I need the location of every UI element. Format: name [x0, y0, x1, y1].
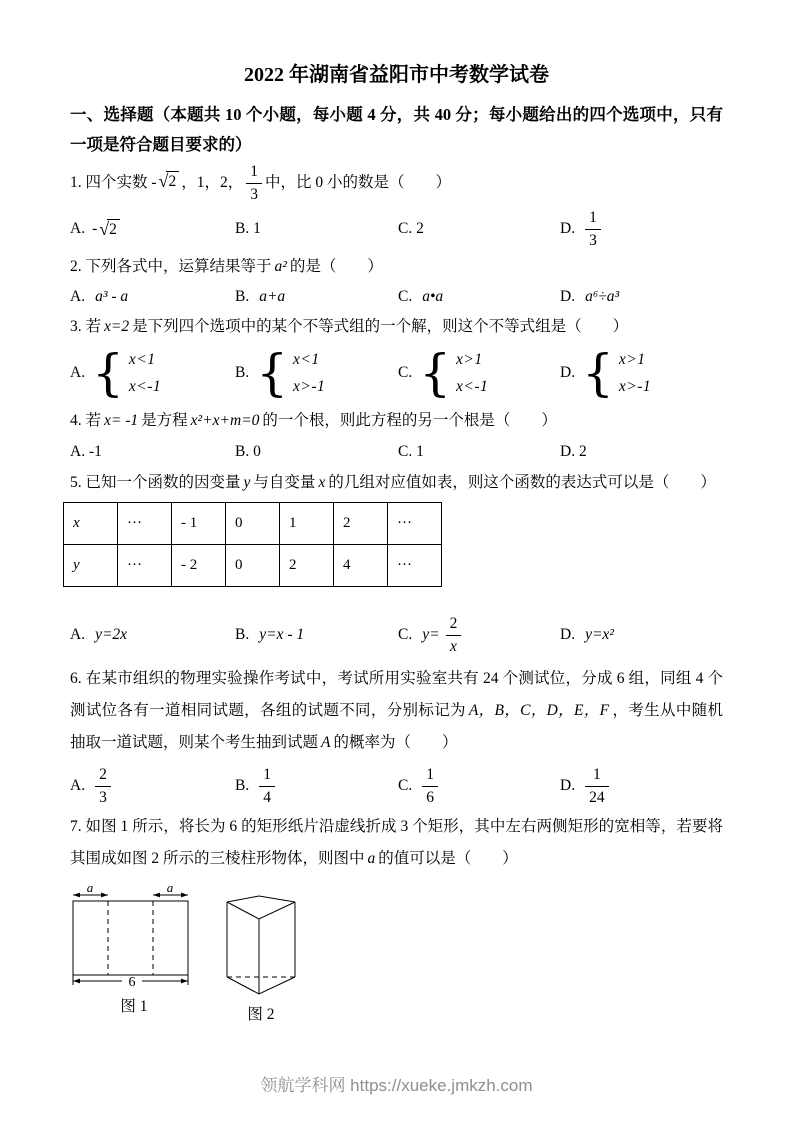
inequality-bottom: x>-1 — [618, 378, 652, 395]
fraction-denominator: 4 — [263, 788, 271, 806]
page-title: 2022 年湖南省益阳市中考数学试卷 — [244, 64, 549, 86]
q5-text-post: 的几组对应值如表，则这个函数的表达式可以是（ ） — [328, 474, 716, 491]
inequality-top: x>1 — [456, 351, 483, 368]
q5-option-a — [70, 626, 235, 644]
question-6-stem — [70, 663, 723, 759]
inequality-top: x>1 — [618, 351, 646, 368]
table-cell: ··· — [388, 503, 442, 545]
q1-text-pre: 四个实数 - — [85, 174, 157, 191]
q3-option-c — [398, 346, 560, 400]
q4-option-d — [560, 443, 723, 461]
table-cell: x — [64, 503, 118, 545]
math-expression: y= — [422, 626, 440, 643]
q4-option-b — [235, 443, 398, 461]
q3-option-a — [70, 346, 235, 400]
inequality-system — [92, 346, 164, 400]
table-cell: y — [64, 545, 118, 587]
q5-option-b — [235, 626, 398, 644]
math-expression: A，B，C，D，E，F — [468, 702, 610, 719]
option-label: C. — [398, 777, 413, 794]
question-7-figures — [70, 883, 723, 1024]
figure-2-caption: 图 2 — [247, 1006, 275, 1023]
option-text: D. 2 — [560, 443, 587, 460]
fraction-numerator: 2 — [446, 615, 462, 636]
fraction-numerator: 1 — [246, 163, 262, 184]
q6-text-pre: 在某市组织的物理实验操作考试中，考试所用实验室共有 24 个测试位，分成 6 组，同组 4 个测试位各有一道相同试题，各组的试题不同，分别标记为 — [70, 670, 723, 719]
option-label: C. — [398, 288, 413, 305]
prism-top-back-edges — [227, 896, 295, 902]
math-expression: a⁶÷a³ — [585, 288, 620, 305]
brace-symbol: { — [419, 344, 452, 402]
option-label: D. — [560, 220, 576, 237]
q6-option-d — [560, 766, 723, 807]
q5-number: 5. — [70, 474, 82, 491]
q5-text-mid: 与自变量 — [253, 474, 316, 491]
fraction-numerator: 1 — [259, 766, 275, 787]
radical-sign: √ — [99, 219, 110, 239]
q1-option-a — [70, 219, 235, 239]
section-heading: 一、选择题（本题共 10 个小题，每小题 4 分，共 40 分；每小题给出的四个选项中，只有一项是符合题目要求的） — [70, 105, 723, 154]
inequality-system — [419, 346, 491, 400]
option-label: C. — [398, 364, 413, 381]
math-expression: a — [367, 850, 376, 867]
footer-watermark: 领航学科网 https://xueke.jmkzh.com — [260, 1076, 533, 1095]
q7-number: 7. — [70, 818, 82, 835]
q7-text-pre: 如图 1 所示，将长为 6 的矩形纸片沿虚线折成 3 个矩形，其中左右两侧矩形的宽相等，若要将其围成如图 2 所示的三棱柱形物体，则图中 — [70, 818, 723, 867]
q2-text-pre: 下列各式中，运算结果等于 — [85, 258, 272, 275]
q3-text-post: 是下列四个选项中的某个不等式组的一个解，则这个不等式组是（ ） — [132, 318, 629, 335]
q4-number: 4. — [70, 412, 82, 429]
math-expression: A — [321, 734, 331, 751]
q2-option-d — [560, 288, 723, 306]
prism-top-front-edges — [227, 902, 295, 919]
question-2-stem — [70, 252, 723, 282]
brace-symbol: { — [582, 344, 614, 402]
arrowhead — [101, 893, 108, 898]
option-text: A. -1 — [70, 443, 102, 460]
q6-option-c — [398, 766, 560, 807]
brace-symbol: { — [256, 344, 289, 402]
fraction — [446, 615, 462, 656]
fraction-denominator: 3 — [99, 788, 107, 806]
question-3-stem — [70, 312, 723, 342]
inequality-system — [582, 346, 654, 400]
question-6-options — [70, 761, 723, 811]
inequality-bottom: x>-1 — [293, 378, 326, 395]
q2-text-post: 的是（ ） — [289, 258, 383, 275]
math-expression: x= -1 — [104, 412, 139, 429]
q6-option-a — [70, 766, 235, 807]
rectangle-outline — [73, 901, 188, 975]
fraction-numerator: 1 — [422, 766, 438, 787]
question-4-stem — [70, 406, 723, 436]
q6-text-post: 的概率为（ ） — [333, 734, 458, 751]
prism-bottom-front-edges — [227, 977, 295, 994]
inequality-bottom: x<-1 — [456, 378, 489, 395]
table-cell: - 2 — [172, 545, 226, 587]
option-label: A. — [70, 220, 86, 237]
math-expression: y — [243, 474, 251, 491]
figure2-prism-diagram — [224, 883, 298, 997]
table-cell: - 1 — [172, 503, 226, 545]
math-expression: a•a — [422, 288, 444, 305]
minus-sign: - — [92, 220, 98, 237]
question-4-options — [70, 436, 723, 468]
math-expression: a³ - a — [95, 288, 129, 305]
radical-sign: √ — [158, 171, 169, 191]
fraction — [422, 766, 438, 807]
q1-option-b — [235, 220, 398, 238]
radicand: 2 — [166, 171, 179, 191]
math-expression: a+a — [259, 288, 286, 305]
sqrt-expression — [159, 171, 180, 191]
inequality-top: x<1 — [128, 351, 156, 368]
fraction — [246, 163, 262, 204]
fraction-denominator: 24 — [589, 788, 605, 806]
math-expression: x²+x+m=0 — [190, 412, 260, 429]
dimension-label-a-right: a — [166, 883, 174, 895]
fraction-denominator: 3 — [589, 231, 597, 249]
q2-number: 2. — [70, 258, 82, 275]
option-label: B. — [235, 626, 250, 643]
math-expression: y=x² — [585, 626, 614, 643]
option-text: C. 2 — [398, 220, 424, 237]
table-cell: ··· — [118, 545, 172, 587]
math-expression: y=x - 1 — [259, 626, 305, 643]
math-expression: y=2x — [95, 626, 128, 643]
option-label: A. — [70, 626, 86, 643]
option-label: D. — [560, 626, 576, 643]
option-text: B. 0 — [235, 443, 261, 460]
table-cell: 0 — [226, 503, 280, 545]
q1-option-c — [398, 220, 560, 238]
figure-1-caption: 图 1 — [120, 998, 148, 1015]
question-1-options — [70, 206, 723, 252]
arrowhead — [181, 893, 188, 898]
q4-option-a — [70, 443, 235, 461]
math-expression: a² — [274, 258, 287, 275]
q1-text-mid: ，1，2， — [181, 174, 244, 191]
arrowhead — [181, 979, 188, 984]
q5-option-d — [560, 626, 723, 644]
value-table — [63, 502, 442, 587]
q4-text-pre: 若 — [85, 412, 102, 429]
fraction — [585, 766, 609, 807]
fraction-denominator: 3 — [250, 185, 258, 203]
q1-text-post: 中，比 0 小的数是（ ） — [264, 174, 451, 191]
q4-text-post: 的一个根，则此方程的另一个根是（ ） — [262, 412, 557, 429]
fraction — [585, 209, 601, 250]
math-expression: x=2 — [104, 318, 130, 335]
option-label: A. — [70, 364, 86, 381]
question-3-options — [70, 342, 723, 404]
option-label: C. — [398, 626, 413, 643]
q3-option-d — [560, 346, 723, 400]
table-row-x — [64, 503, 442, 545]
arrowhead — [73, 979, 80, 984]
question-7-stem — [70, 811, 723, 875]
system-rows — [616, 346, 654, 400]
q3-option-b — [235, 346, 398, 400]
option-label: B. — [235, 288, 250, 305]
table-row-y — [64, 545, 442, 587]
figure-1 — [70, 883, 198, 1016]
table-cell: ··· — [118, 503, 172, 545]
q2-option-b — [235, 288, 398, 306]
q1-option-d — [560, 209, 723, 250]
table-cell: 0 — [226, 545, 280, 587]
brace-symbol: { — [92, 344, 124, 402]
option-label: D. — [560, 288, 576, 305]
arrowhead — [153, 893, 160, 898]
q2-option-c — [398, 288, 560, 306]
arrowhead — [73, 893, 80, 898]
option-label: D. — [560, 777, 576, 794]
table-cell: 4 — [334, 545, 388, 587]
fraction-denominator: 6 — [426, 788, 434, 806]
table-cell: 2 — [280, 545, 334, 587]
sqrt-expression — [99, 219, 120, 239]
q6-number: 6. — [70, 670, 82, 687]
inequality-top: x<1 — [293, 351, 320, 368]
q5-option-c — [398, 615, 560, 656]
option-text: B. 1 — [235, 220, 261, 237]
q5-text-pre: 已知一个函数的因变量 — [85, 474, 241, 491]
table-cell: ··· — [388, 545, 442, 587]
fraction-denominator: x — [449, 637, 457, 655]
q4-text-mid: 是方程 — [141, 412, 188, 429]
math-expression: x — [318, 474, 326, 491]
q3-text-pre: 若 — [85, 318, 102, 335]
radicand: 2 — [107, 219, 120, 239]
option-label: D. — [560, 364, 576, 381]
q4-option-c — [398, 443, 560, 461]
option-text: C. 1 — [398, 443, 424, 460]
table-cell: 1 — [280, 503, 334, 545]
option-label: A. — [70, 777, 86, 794]
fraction — [259, 766, 275, 807]
q6-text-mid: ，考生从中随机抽取一道试题，则某个考生抽到试题 — [70, 702, 723, 751]
figure1-rectangle-diagram — [70, 883, 198, 989]
fraction — [95, 766, 111, 807]
q3-number: 3. — [70, 318, 82, 335]
q6-option-b — [235, 766, 398, 807]
system-rows — [126, 346, 164, 400]
system-rows — [453, 346, 491, 400]
question-5-stem — [70, 468, 723, 498]
option-label: B. — [235, 364, 250, 381]
fraction-numerator: 2 — [95, 766, 111, 787]
dimension-label-6: 6 — [128, 975, 136, 989]
q2-option-a — [70, 288, 235, 306]
inequality-bottom: x<-1 — [128, 378, 162, 395]
question-5-options — [70, 611, 723, 659]
inequality-system — [256, 346, 328, 400]
option-label: A. — [70, 288, 86, 305]
fraction-numerator: 1 — [585, 766, 609, 787]
q7-text-post: 的值可以是（ ） — [378, 850, 518, 867]
system-rows — [290, 346, 328, 400]
q1-number: 1. — [70, 174, 82, 191]
table-cell: 2 — [334, 503, 388, 545]
dimension-label-a-left: a — [86, 883, 94, 895]
question-2-options — [70, 282, 723, 312]
option-label: B. — [235, 777, 250, 794]
figure-2 — [224, 883, 298, 1024]
question-1-stem — [70, 160, 723, 206]
fraction-numerator: 1 — [585, 209, 601, 230]
